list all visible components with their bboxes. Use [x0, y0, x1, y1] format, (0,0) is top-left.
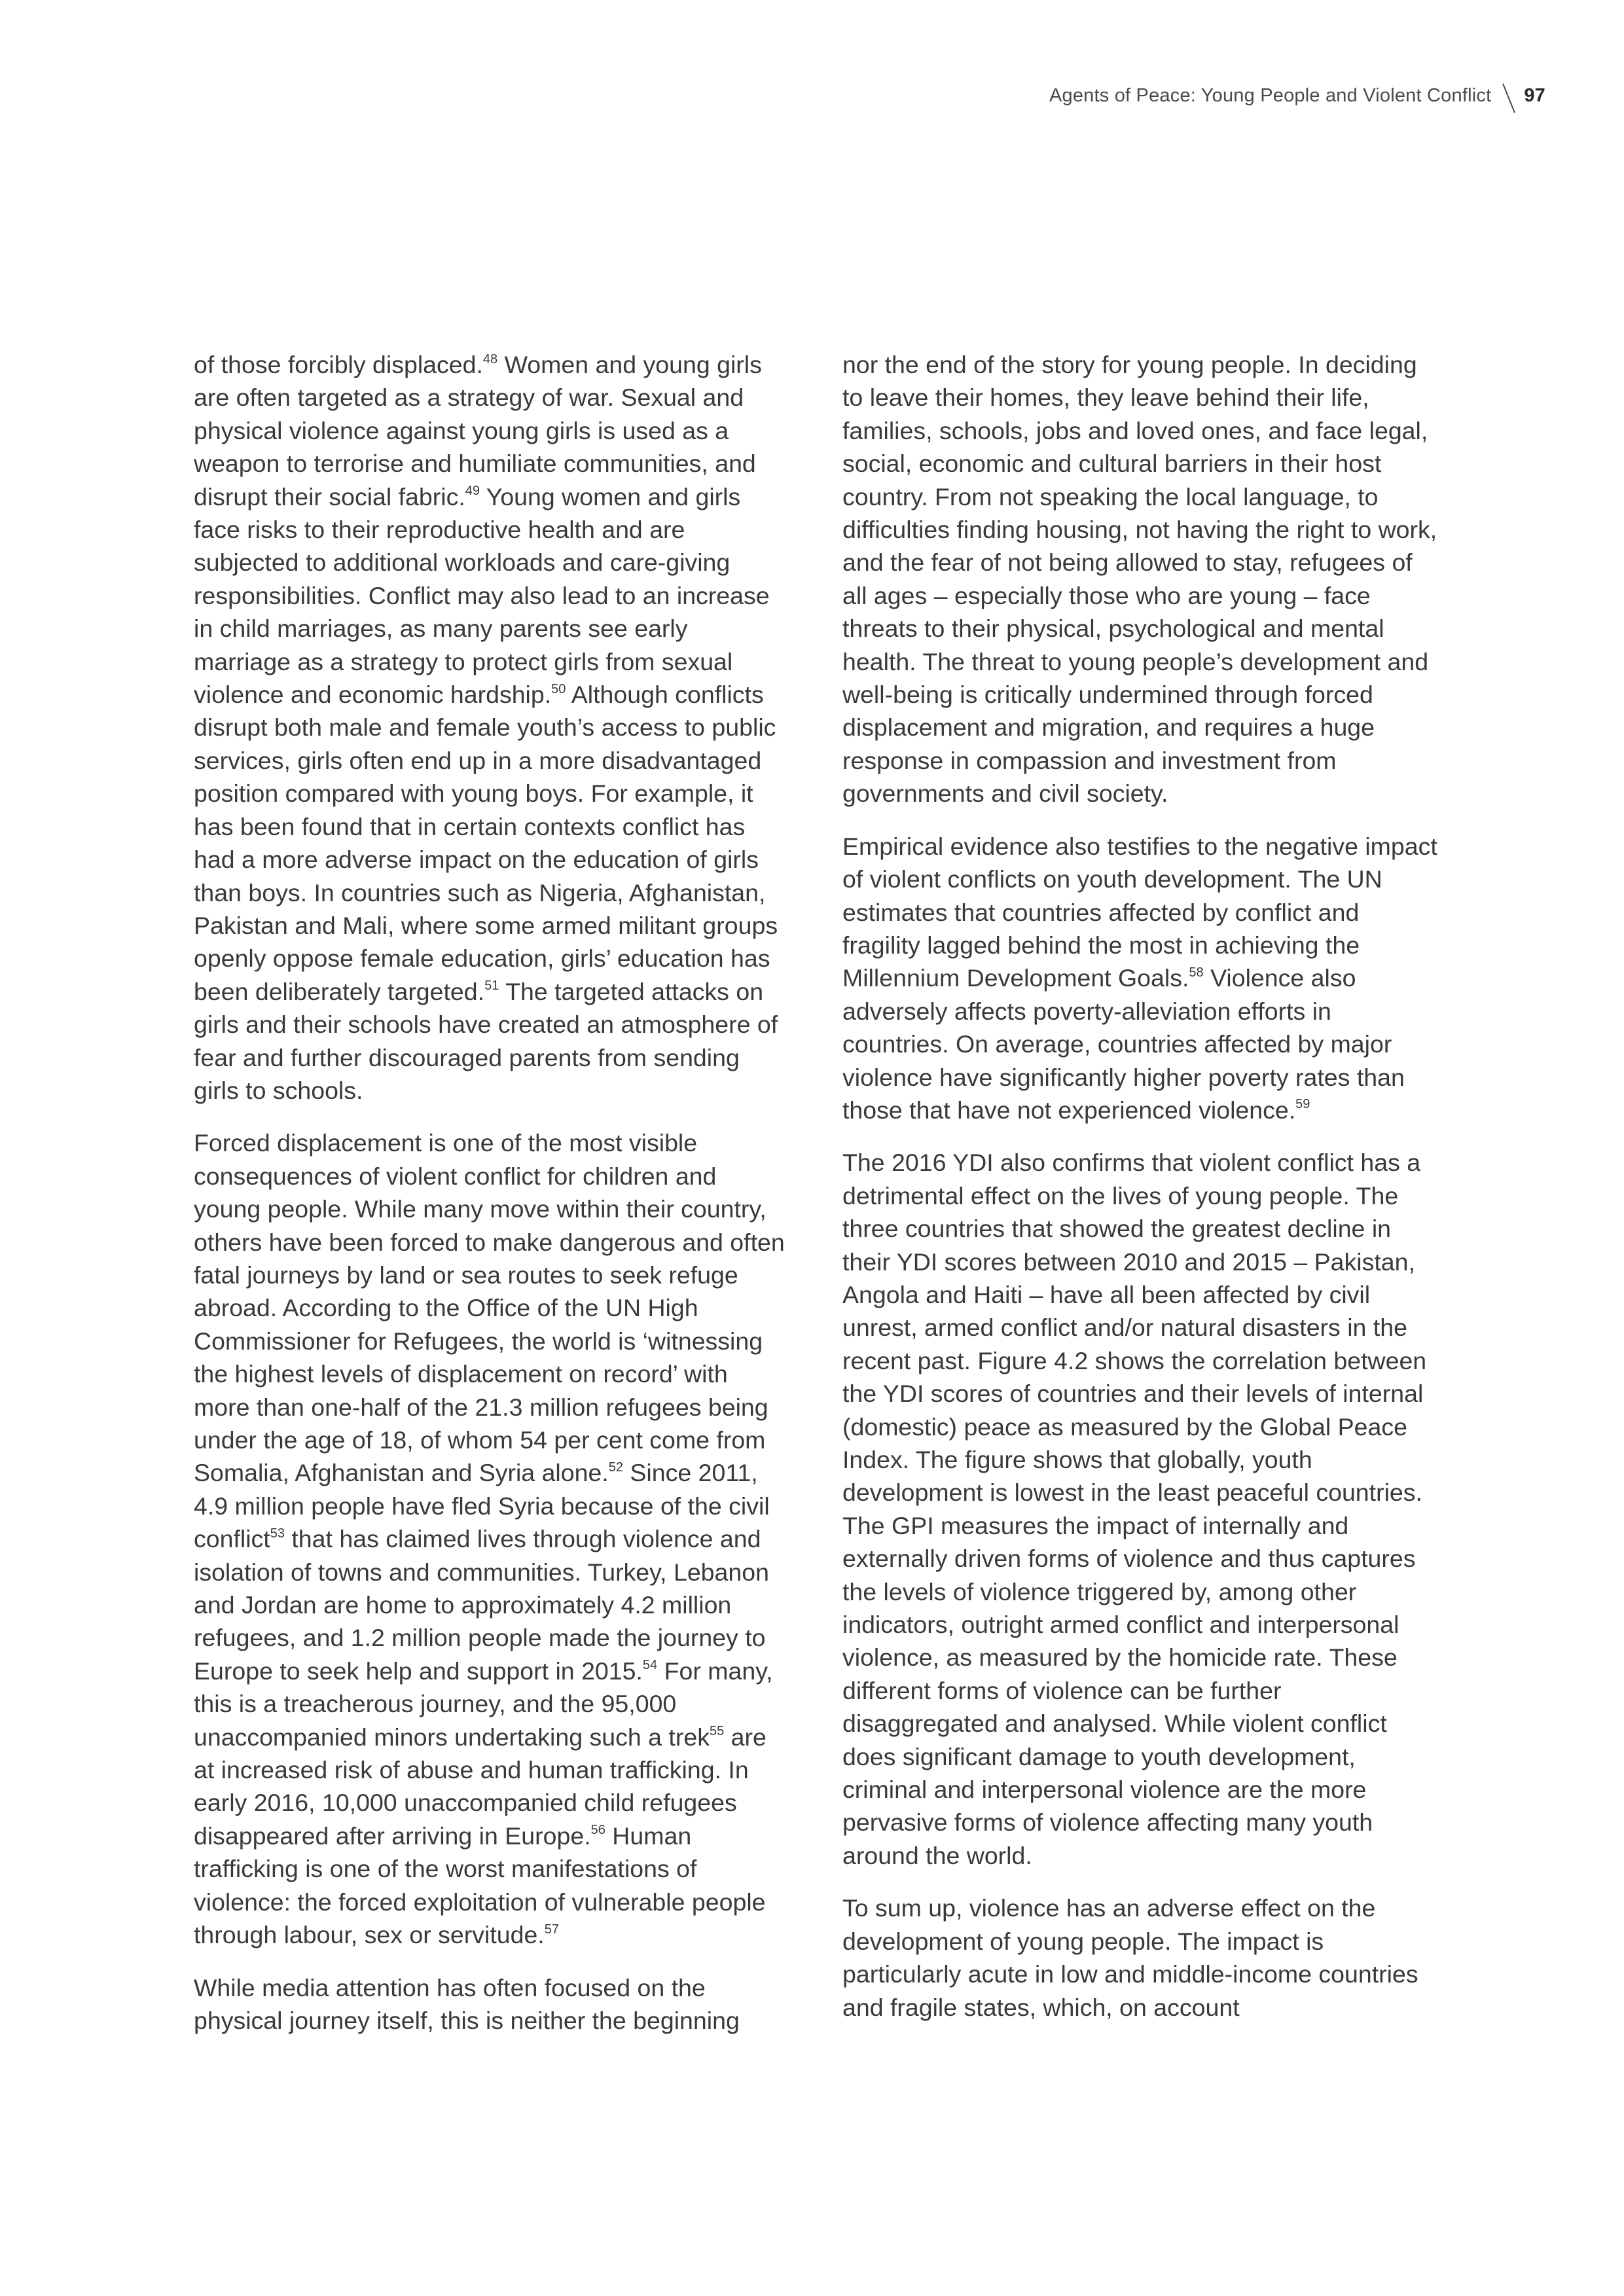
footnote-ref: 59: [1295, 1097, 1310, 1112]
page-number: 97: [1524, 84, 1545, 106]
footnote-ref: 52: [608, 1460, 623, 1475]
footnote-ref: 58: [1189, 965, 1204, 980]
paragraph: To sum up, violence has an adverse effect on the development of young people. The impact is particularly acute in low and middle-income countries and fragile states, which, on account: [842, 1894, 1418, 2021]
footnote-ref: 50: [551, 681, 566, 696]
header-divider: [1502, 83, 1515, 113]
left-column: [194, 348, 789, 2056]
footnote-ref: 49: [465, 484, 480, 499]
paragraph: Forced displacement is one of the most visible consequences of violent conflict for children and young people. While many move within their country, others have been forced to make dangerous and often fatal journeys by land or sea routes to seek refuge abroad. According to the Office of the UN High Commissioner for Refugees, the world is ‘witnessing the highest levels of displacement on record’ with more than one-half of the 21.3 million refugees being under the age of 18, of whom 54 per cent come from Somalia, Afghanistan and Syria alone.$^{52}$ Since 2011, 4.9 million people have fled Syria because of the civil conflict$^{53}$ that has claimed lives through violence and isolation of towns and communities. Turkey, Lebanon and Jordan are home to approximately 4.2 million refugees, and 1.2 million people made the journey to Europe to seek help and support in 2015.54 For many, this is a treacherous journey, and the 95,000 unaccompanied minors undertaking such a trek$^{55}$ are at increased risk of abuse and human trafficking. In early 2016, 10,000 unaccompanied child refugees disappeared after arriving in Europe.$^{56}$ Human trafficking is one of the worst manifestations of violence: the forced exploitation of vulnerable people through labour, sex or servitude.$^{57}$: [194, 1129, 785, 1949]
footnote-ref: 53: [270, 1526, 285, 1541]
footnote-ref: 55: [709, 1724, 725, 1739]
paragraph: of those forcibly displaced.$^{48}$ Women and young girls are often targeted as a strategy of war. Sexual and physical violence against young girls is used as a weapon to terrorise and humiliate communities, and disrupt their social fabric.$^{49}$ Young women and girls face risks to their reproductive health and are subjected to additional workloads and care-giving responsibilities. Conflict may also lead to an increase in child marriages, as many parents see early marriage as a strategy to protect girls from sexual violence and economic hardship.$^{50}$ Although conflicts disrupt both male and female youth’s access to public services, girls often end up in a more disadvantaged position compared with young boys. For example, it has been found that in certain contexts conflict has had a more adverse impact on the education of girls than boys. In countries such as Nigeria, Afghanistan, Pakistan and Mali, where some armed militant groups openly oppose female education, girls’ education has been deliberately targeted.$^{51}$ The targeted attacks on girls and their schools have created an atmosphere of fear and further discouraged parents from sending girls to schools.: [194, 351, 778, 1104]
footnote-ref: 54: [642, 1658, 658, 1673]
footnote-ref: 51: [484, 978, 499, 994]
footnote-ref: 57: [544, 1922, 559, 1937]
footnote-ref: 56: [590, 1823, 605, 1838]
running-header: [1049, 80, 1545, 111]
paragraph: nor the end of the story for young people. In deciding to leave their homes, they leave behind their life, families, schools, jobs and loved ones, and face legal, social, economic and cultural barriers in their host country. From not speaking the local language, to difficulties finding housing, not having the right to work, and the fear of not being allowed to stay, refugees of all ages – especially those who are young – face threats to their physical, psychological and mental health. The threat to young people’s development and well-being is critically undermined through forced displacement and migration, and requires a huge response in compassion and investment from governments and civil society.: [842, 351, 1437, 808]
paragraph: Empirical evidence also testifies to the negative impact of violent conflicts on youth development. The UN estimates that countries affected by conflict and fragility lagged behind the most in achieving the Millennium Development Goals.$^{58}$ Violence also adversely affects poverty-alleviation efforts in countries. On average, countries affected by major violence have significantly higher poverty rates than those that have not experienced violence.$^{59}$: [842, 832, 1437, 1124]
footnote-ref: 48: [482, 351, 498, 367]
right-column: [842, 348, 1438, 2043]
paragraph: While media attention has often focused on the physical journey itself, this is neither the beginning: [194, 1973, 740, 2034]
paragraph: The 2016 YDI also confirms that violent conflict has a detrimental effect on the lives of young people. The three countries that showed the greatest decline in their YDI scores between 2010 and 2015 – Pakistan, Angola and Haiti – have all been affected by civil unrest, armed conflict and/or natural disasters in the recent past. Figure 4.2 shows the correlation between the YDI scores of countries and their levels of internal (domestic) peace as measured by the Global Peace Index. The figure shows that globally, youth development is lowest in the least peaceful countries. The GPI measures the impact of internally and externally driven forms of violence and thus captures the levels of violence triggered by, among other indicators, outright armed conflict and interpersonal violence, as measured by the homicide rate. These different forms of violence can be further disaggregated and analysed. While violent conflict does significant damage to youth development, criminal and interpersonal violence are the more pervasive forms of violence affecting many youth around the world.: [842, 1149, 1427, 1869]
running-title: Agents of Peace: Young People and Violent Conflict: [1049, 84, 1492, 106]
